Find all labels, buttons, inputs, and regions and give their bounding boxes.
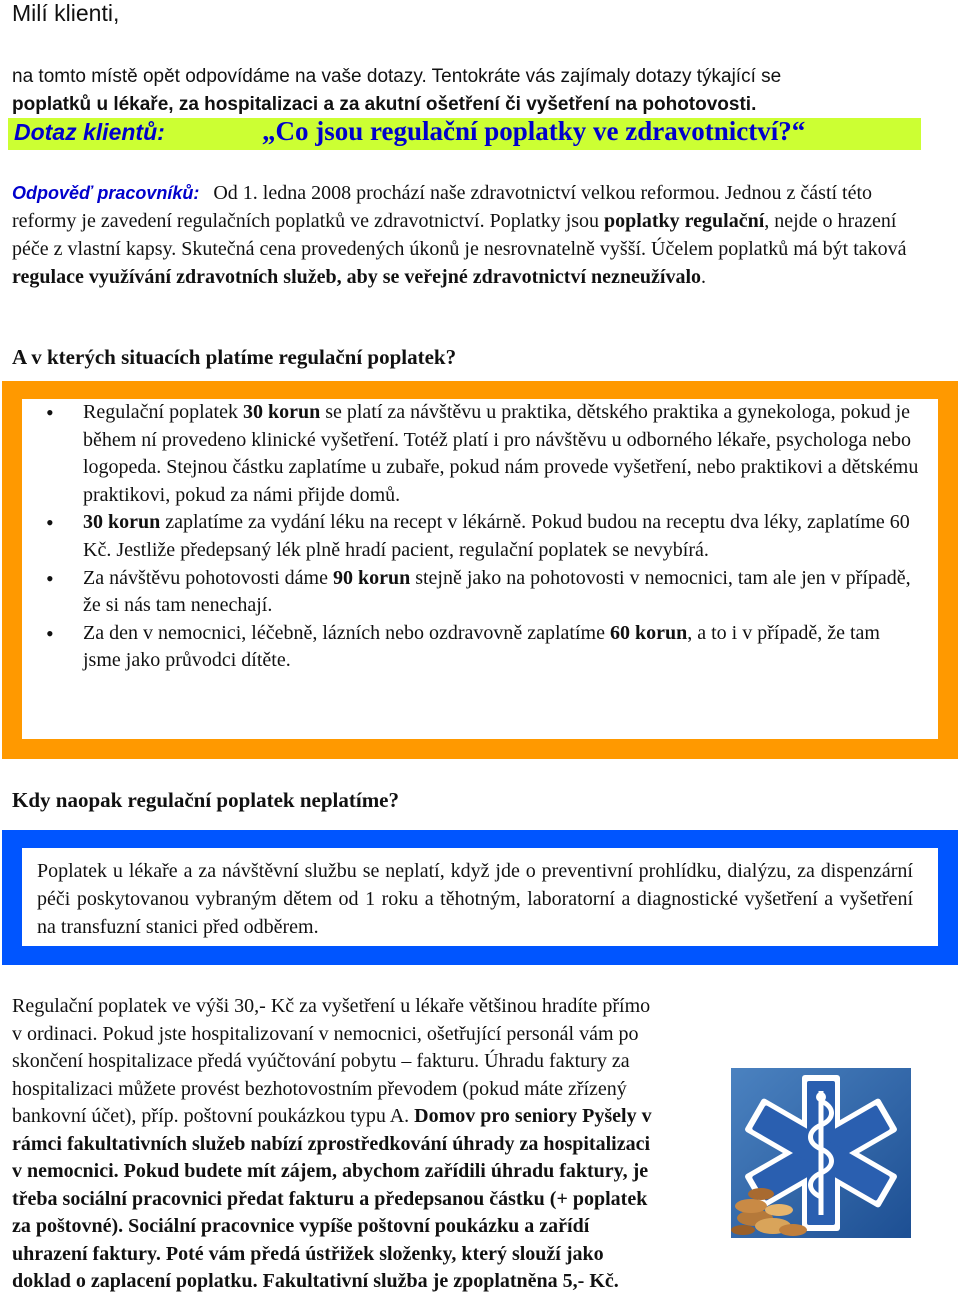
intro-line-1: na tomto místě opět odpovídáme na vaše dotazy. Tentokráte vás zajímaly dotazy týkající se [12,66,782,87]
list-item [40,399,920,509]
no-fee-text: Poplatek u lékaře a za návštěvní službu se neplatí, když jde o preventivní prohlídku, dialýzu, za dispenzární péči poskytovanou vybraným dětem od 1 roku a těhotným, laboratorní a diagnostické vyšetření a vyšetření na transfuzní stanici před odběrem. [37,860,913,938]
answer-bold-1: poplatky regulační [604,210,765,232]
list-item-amount: 60 korun [609,621,688,644]
list-item-amount: 90 korun [332,566,411,589]
payment-text: Regulační poplatek ve výši 30,- Kč za vyšetření u lékaře většinou hradíte přímo v ordinaci. Pokud jste hospitalizovaní v nemocnici, ošetřující personál vám po skončení hospitalizace předá vyúčtování pobytu – fakturu. Úhradu faktury za hospitalizaci můžete provést bezhotovostním převodem (pokud máte zřízený bankovní účet), příp. poštovní poukázkou typu A. [12,995,651,1127]
answer-text-2: , nejde o hrazení péče z vlastní kapsy. Skutečná cena provedených úkonů je nesrovnatelně vyšší. Účelem poplatků má být taková [12,210,907,260]
list-item-text: Regulační poplatek [83,401,243,423]
answer-paragraph [12,179,932,291]
list-item [40,620,920,675]
list-item-amount: 30 korun [83,511,161,534]
star-of-life-icon [731,1068,911,1238]
intro-line-2: poplatků u lékaře, za hospitalizaci a za akutní ošetření či vyšetření na pohotovosti. [12,94,757,115]
question-label: Dotaz klientů: [14,119,165,145]
star-of-life-image [731,1068,911,1238]
fee-situations-list [40,399,920,675]
list-item-amount: 30 korun [242,401,321,423]
list-item [40,509,920,564]
payment-service-text: Domov pro seniory Pyšely v rámci fakultativních služeb nabízí zprostředkování úhrady za hospitalizaci v nemocnici. Pokud budete mít zájem, abychom zařídili úhradu faktury, je třeba sociální pracovnici předat fakturu a předepsanou částku (+ poplatek za poštovné). Sociální pracovnice vypíše poštovní poukázku a zařídí uhrazení faktury. Poté vám předá ústřižek složenky, který slouží jako doklad o zaplacení poplatku. Fakultativní služba je zpoplatněna 5,- Kč. [12,1105,652,1292]
answer-bold-2: regulace využívání zdravotních služeb, aby se veřejné zdravotnictví nezneužívalo [12,266,701,288]
answer-text-1: Od 1. ledna 2008 prochází naše zdravotnictví velkou reformou. Jednou z částí této reformy je zavedení regulačních poplatků ve zdravotnictví. Poplatky jsou [12,182,873,232]
list-item-text: zaplatíme za vydání léku na recept v lékárně. Pokud budou na receptu dva léky, zaplatíme 60 Kč. Jestliže předepsaný lék plně hradí pacient, regulační poplatek se nevybírá. [83,511,910,561]
list-item-text: Za den v nemocnici, léčebně, lázních nebo ozdravovně zaplatíme [83,621,610,644]
list-item-text: stejně jako na pohotovosti v nemocnici, tam ale jen v případě, že si nás tam nenechají. [83,566,911,617]
list-item-text: Za návštěvu pohotovosti dáme [83,566,333,589]
intro-text [12,63,942,119]
situations-heading: A v kterých situacích platíme regulační poplatek? [12,345,457,369]
list-item-text: se platí za návštěvu u praktika, dětského praktika a gynekologa, pokud je během ní provedeno klinické vyšetření. Totéž platí i pro návštěvu u odborného lékaře, psychologa nebo logopeda. Stejnou částku zaplatíme u zubaře, pokud nám provede vyšetření, nebo praktikovi a dětskému praktikovi, pokud za námi přijde domů. [83,401,919,506]
question-text: „Co jsou regulační poplatky ve zdravotnictví?“ [262,116,806,146]
no-fee-heading: Kdy naopak regulační poplatek neplatíme? [12,788,400,812]
greeting: Milí klienti, [12,0,120,26]
answer-label: Odpověď pracovníků: [12,183,200,203]
list-item-text: , a to i v případě, že tam jsme jako průvodci dítěte. [83,621,880,672]
list-item [40,565,920,620]
answer-text-3: . [701,266,706,288]
